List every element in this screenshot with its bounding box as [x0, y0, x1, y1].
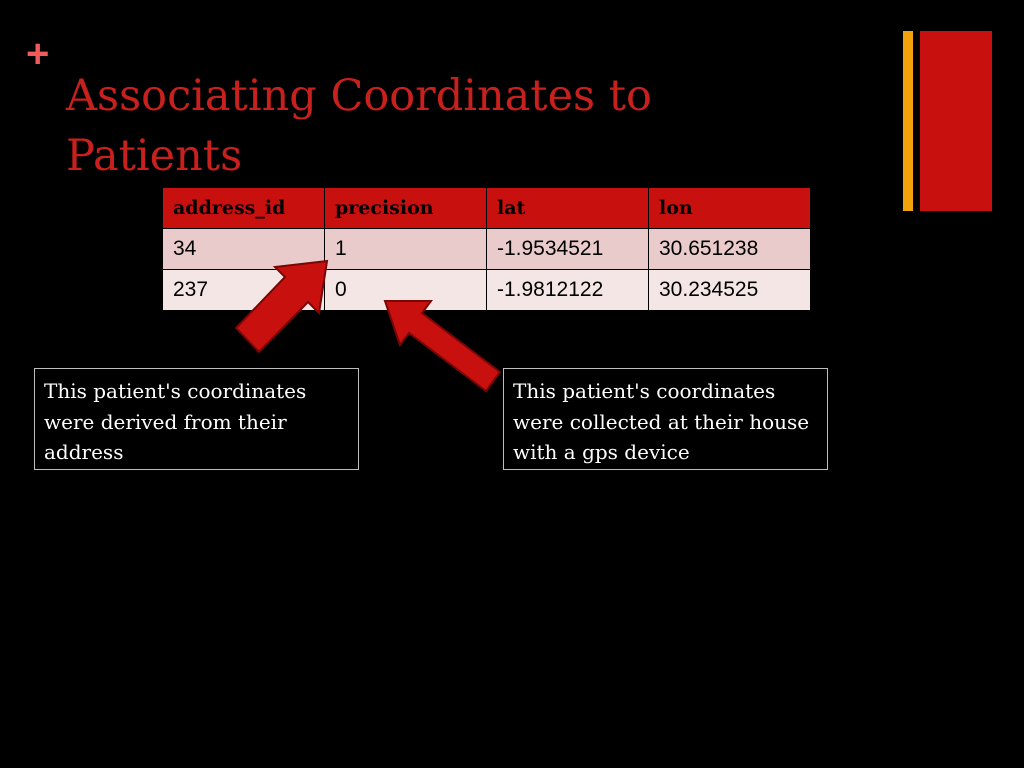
coordinates-table — [162, 187, 811, 311]
header-lat: lat — [487, 188, 649, 229]
accent-bar-orange — [903, 31, 913, 211]
header-address-id: address_id — [163, 188, 325, 229]
table-header-row — [163, 188, 811, 229]
accent-bar-red — [920, 31, 992, 211]
cell-lon: 30.234525 — [649, 270, 811, 311]
cell-address-id: 34 — [163, 229, 325, 270]
cell-precision: 1 — [325, 229, 487, 270]
callout-gps-collected: This patient's coordinates were collected at their house with a gps device — [503, 368, 828, 470]
table-row — [163, 229, 811, 270]
cell-lat: -1.9534521 — [487, 229, 649, 270]
table-row — [163, 270, 811, 311]
slide-title: Associating Coordinates to Patients — [66, 71, 652, 181]
arrow-up-left-icon — [385, 301, 500, 391]
cell-lat: -1.9812122 — [487, 270, 649, 311]
callout-address-derived: This patient's coordinates were derived from their address — [34, 368, 359, 470]
cell-precision: 0 — [325, 270, 487, 311]
cell-lon: 30.651238 — [649, 229, 811, 270]
cell-address-id: 237 — [163, 270, 325, 311]
plus-icon: + — [26, 32, 50, 76]
header-lon: lon — [649, 188, 811, 229]
header-precision: precision — [325, 188, 487, 229]
